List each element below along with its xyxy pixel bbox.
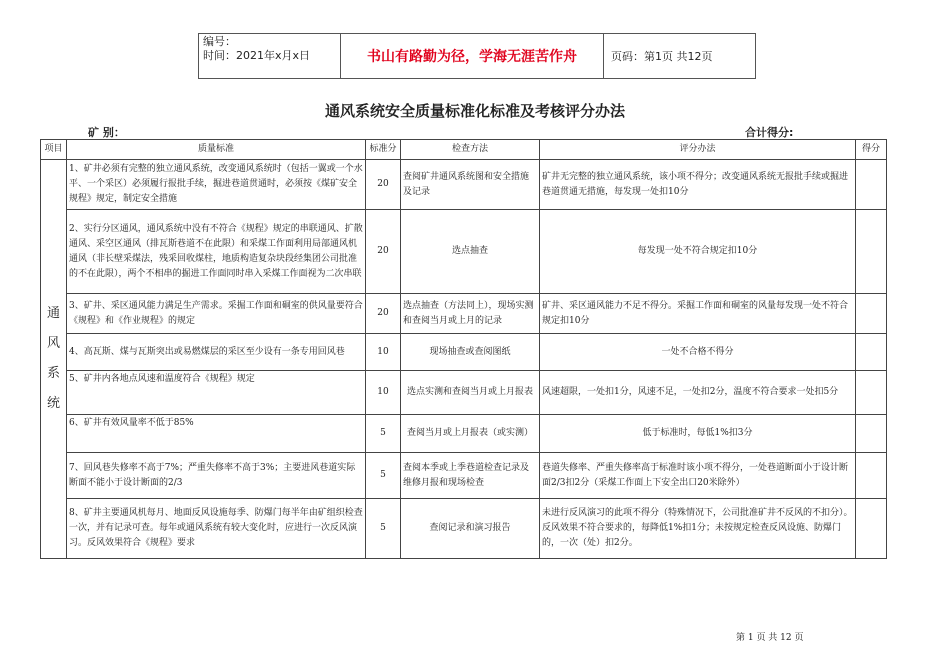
standard-cell: 7、回风巷失修率不高于7%；严重失修率不高于3%；主要进风巷道实际断面不能小于设计断面的2/3 (67, 453, 366, 499)
table-row (41, 453, 887, 499)
total-score-label: 合计得分: (745, 126, 794, 139)
score-cell: 10 (366, 334, 401, 371)
points-cell (856, 371, 887, 415)
standard-cell: 3、矿井、采区通风能力满足生产需求。采掘工作面和硐室的供风量要符合《规程》和《作业规程》的规定 (67, 294, 366, 334)
method-cell: 查阅记录和演习报告 (401, 499, 540, 559)
rule-cell: 一处不合格不得分 (540, 334, 856, 371)
document-header (198, 33, 756, 79)
score-cell: 5 (366, 499, 401, 559)
score-cell: 20 (366, 210, 401, 294)
page-footer: 第 1 页 共 12 页 (736, 633, 804, 643)
method-cell: 查阅当月或上月报表（或实测） (401, 415, 540, 453)
project-char: 统 (46, 396, 60, 411)
column-header: 得分 (856, 140, 887, 160)
standard-cell: 6、矿井有效风量率不低于85% (67, 415, 366, 453)
points-cell (856, 294, 887, 334)
score-cell: 20 (366, 294, 401, 334)
number-label: 编号： (203, 35, 236, 48)
method-cell: 现场抽查或查阅图纸 (401, 334, 540, 371)
rule-cell: 每发现一处不符合规定扣10分 (540, 210, 856, 294)
score-cell: 20 (366, 160, 401, 210)
column-header: 评分办法 (540, 140, 856, 160)
scoring-table (40, 139, 887, 559)
method-cell: 选点抽查 (401, 210, 540, 294)
table-row (41, 415, 887, 453)
table-row (41, 210, 887, 294)
table-header-row (41, 140, 887, 160)
standard-cell: 5、矿井内各地点风速和温度符合《规程》规定 (67, 371, 366, 415)
points-cell (856, 499, 887, 559)
standard-cell: 1、矿井必须有完整的独立通风系统，改变通风系统时（包括一翼或一个水平、一个采区）必须履行报批手续，掘进巷道贯通时，必须按《煤矿安全规程》规定，制定安全措施 (67, 160, 366, 210)
points-cell (856, 415, 887, 453)
method-cell: 选点实测和查阅当月或上月报表 (401, 371, 540, 415)
rule-cell: 未进行反风演习的此项不得分（特殊情况下，公司批准矿井不反风的不扣分）。反风效果不符合要求的，每降低1%扣1分；未按规定检查反风设施、防爆门的，一次（处）扣2分。 (540, 499, 856, 559)
rule-cell: 矿井、采区通风能力不足不得分。采掘工作面和硐室的风量每发现一处不符合规定扣10分 (540, 294, 856, 334)
table-row (41, 499, 887, 559)
score-cell: 10 (366, 371, 401, 415)
rule-cell: 低于标准时，每低1%扣3分 (540, 415, 856, 453)
column-header: 质量标准 (67, 140, 366, 160)
table-row (41, 160, 887, 210)
table-row (41, 371, 887, 415)
column-header: 项目 (41, 140, 67, 160)
project-char: 通 (46, 306, 60, 321)
page-label: 页码：第1页 共12页 (611, 50, 713, 63)
rule-cell: 矿井无完整的独立通风系统，该小项不得分；改变通风系统无报批手续或掘进巷道贯通无措施，每发现一处扣10分 (540, 160, 856, 210)
method-cell: 查阅本季或上季巷道检查记录及维修月报和现场检查 (401, 453, 540, 499)
mine-label: 矿 别： (88, 126, 125, 139)
project-cell (41, 160, 67, 559)
header-info-cell (199, 34, 341, 78)
score-cell: 5 (366, 415, 401, 453)
standard-cell: 8、矿井主要通风机每月、地面反风设施每季、防爆门每半年由矿组织检查一次，并有记录可查。每年或通风系统有较大变化时，应进行一次反风演习。反风效果符合《规程》要求 (67, 499, 366, 559)
points-cell (856, 210, 887, 294)
motto: 书山有路勤为径，学海无涯苦作舟 (341, 34, 604, 78)
project-char: 风 (46, 336, 60, 351)
points-cell (856, 453, 887, 499)
standard-cell: 2、实行分区通风，通风系统中没有不符合《规程》规定的串联通风、扩散通风、采空区通风（排瓦斯巷道不在此限）和采煤工作面利用局部通风机通风（非长壁采煤法，残采回收煤柱，地质构造复杂块段经集团公司批准的不在此限），两个不相串的掘进工作面同时串入采煤工作面视为二次串联 (67, 210, 366, 294)
time-label: 时间：2021年x月x日 (203, 49, 311, 62)
table-row (41, 334, 887, 371)
method-cell: 选点抽查（方法同上），现场实测和查阅当月或上月的记录 (401, 294, 540, 334)
rule-cell: 风速超限，一处扣1分，风速不足，一处扣2分，温度不符合要求一处扣5分 (540, 371, 856, 415)
page-title: 通风系统安全质量标准化标准及考核评分办法 (324, 102, 625, 120)
table-row (41, 294, 887, 334)
score-cell: 5 (366, 453, 401, 499)
rule-cell: 巷道失修率、严重失修率高于标准时该小项不得分，一处巷道断面小于设计断面2/3扣2分（采煤工作面上下安全出口20米除外） (540, 453, 856, 499)
points-cell (856, 160, 887, 210)
column-header: 检查方法 (401, 140, 540, 160)
points-cell (856, 334, 887, 371)
project-char: 系 (46, 366, 60, 381)
method-cell: 查阅矿井通风系统图和安全措施及记录 (401, 160, 540, 210)
column-header: 标准分 (366, 140, 401, 160)
standard-cell: 4、高瓦斯、煤与瓦斯突出或易燃煤层的采区至少设有一条专用回风巷 (67, 334, 366, 371)
